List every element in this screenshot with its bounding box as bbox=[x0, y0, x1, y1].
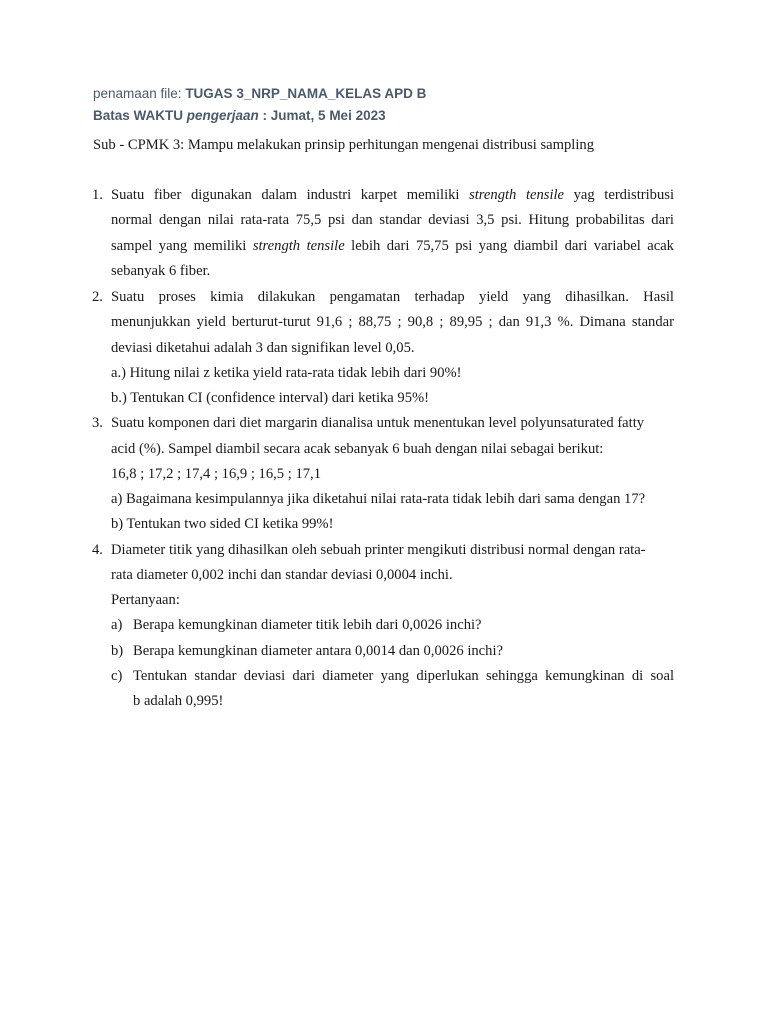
q4-part-c-line-1: Tentukan standar deviasi dari diameter yang diperlukan sehingga kemungkinan di soal bbox=[133, 668, 674, 684]
deadline-italic: pengerjaan bbox=[186, 108, 259, 123]
q2-part-a: a.) Hitung nilai z ketika yield rata-rata tidak lebih dari 90%! bbox=[111, 365, 462, 381]
sub-cpmk-heading: Sub - CPMK 3: Mampu melakukan prinsip perhitungan mengenai distribusi sampling bbox=[93, 137, 595, 153]
file-naming-line bbox=[93, 86, 426, 101]
q3-line-2: acid (%). Sampel diambil secara acak sebanyak 6 buah dengan nilai sebagai berikut: bbox=[111, 441, 604, 457]
q1-line-3c: lebih dari 75,75 psi yang diambil dari variabel acak bbox=[344, 238, 674, 254]
q4-part-b-label: b) bbox=[111, 643, 124, 659]
q2-line-1: Suatu proses kimia dilakukan pengamatan terhadap yield yang dihasilkan. Hasil bbox=[111, 289, 674, 305]
deadline-value: : Jumat, 5 Mei 2023 bbox=[258, 108, 386, 123]
q1-line-1 bbox=[111, 187, 674, 204]
q4-part-c-line-2: b adalah 0,995! bbox=[133, 693, 224, 709]
deadline-line bbox=[93, 108, 386, 123]
q1-line-1c: yag terdistribusi bbox=[564, 187, 674, 203]
q1-line-2: normal dengan nilai rata-rata 75,5 psi dan standar deviasi 3,5 psi. Hitung probabilitas dari bbox=[111, 212, 674, 228]
q4-line-1: Diameter titik yang dihasilkan oleh sebuah printer mengikuti distribusi normal dengan rata- bbox=[111, 542, 646, 558]
q1-line-1b: strength tensile bbox=[469, 187, 565, 203]
q1-line-3 bbox=[111, 238, 674, 255]
q2-line-3: deviasi diketahui adalah 3 dan signifikan level 0,05. bbox=[111, 340, 415, 356]
q2-number: 2. bbox=[92, 289, 103, 305]
q3-line-1: Suatu komponen dari diet margarin dianalisa untuk menentukan level polyunsaturated fatty bbox=[111, 415, 645, 431]
q1-number: 1. bbox=[92, 187, 103, 203]
q1-line-3a: sampel yang memiliki bbox=[111, 238, 253, 254]
q4-part-a-label: a) bbox=[111, 617, 123, 633]
file-naming-value: TUGAS 3_NRP_NAMA_KELAS APD B bbox=[185, 86, 427, 101]
q3-part-a: a) Bagaimana kesimpulannya jika diketahui nilai rata-rata tidak lebih dari sama dengan 17? bbox=[111, 491, 646, 507]
q3-part-b: b) Tentukan two sided CI ketika 99%! bbox=[111, 516, 334, 532]
q4-part-b: Berapa kemungkinan diameter antara 0,0014 dan 0,0026 inchi? bbox=[133, 643, 503, 659]
q1-line-1a: Suatu fiber digunakan dalam industri karpet memiliki bbox=[111, 187, 470, 203]
q1-line-4: sebanyak 6 fiber. bbox=[111, 263, 211, 279]
q3-values: 16,8 ; 17,2 ; 17,4 ; 16,9 ; 16,5 ; 17,1 bbox=[111, 466, 321, 482]
q4-line-2: rata diameter 0,002 inchi dan standar deviasi 0,0004 inchi. bbox=[111, 567, 453, 583]
q3-number: 3. bbox=[92, 415, 103, 431]
q1-line-3b: strength tensile bbox=[252, 238, 345, 254]
file-naming-label: penamaan file: bbox=[93, 86, 186, 101]
q4-part-a: Berapa kemungkinan diameter titik lebih dari 0,0026 inchi? bbox=[133, 617, 482, 633]
q4-part-c-label: c) bbox=[111, 668, 123, 684]
q4-line-3: Pertanyaan: bbox=[111, 592, 180, 608]
q4-number: 4. bbox=[92, 542, 103, 558]
q2-part-b: b.) Tentukan CI (confidence interval) dari ketika 95%! bbox=[111, 390, 430, 406]
deadline-label: Batas WAKTU bbox=[93, 108, 187, 123]
q2-line-2: menunjukkan yield berturut-turut 91,6 ; 88,75 ; 90,8 ; 89,95 ; dan 91,3 %. Dimana standar bbox=[111, 314, 674, 330]
